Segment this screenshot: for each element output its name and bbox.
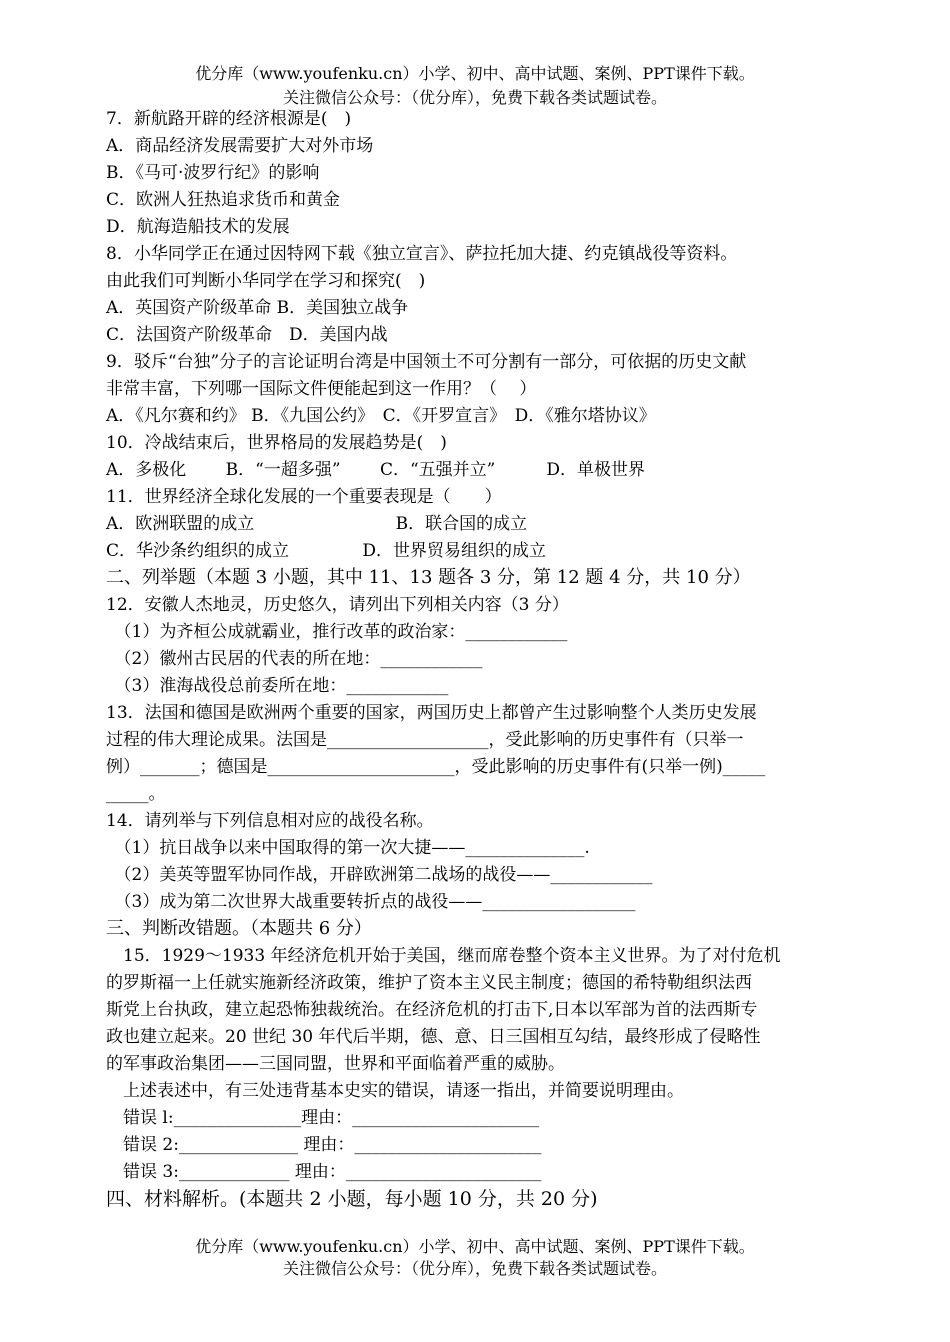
- question-11: 11．世界经济全球化发展的一个重要表现是（ ）: [106, 487, 502, 507]
- q12-item-2: （2）徽州古民居的代表的所在地：____________: [106, 649, 483, 669]
- page-footer-line1: 优分库（www.youfenku.cn）小学、初中、高中试题、案例、PPT课件下载。: [195, 1237, 755, 1256]
- q8-options-ab: A．英国资产阶级革命 B．美国独立战争: [106, 298, 409, 318]
- q12-item-3: （3）淮海战役总前委所在地：____________: [106, 676, 449, 696]
- page-header-line2: 关注微信公众号：（优分库），免费下载各类试题试卷。: [282, 88, 667, 107]
- q14-item-1: （1）抗日战争以来中国取得的第一次大捷——______________.: [106, 838, 590, 858]
- question-13-line4: _____。: [106, 784, 166, 804]
- page-header-line1: 优分库（www.youfenku.cn）小学、初中、高中试题、案例、PPT课件下载。: [195, 64, 755, 83]
- page-footer-line2: 关注微信公众号：（优分库），免费下载各类试题试卷。: [282, 1259, 667, 1278]
- question-9-line2: 非常丰富，下列哪一国际文件便能起到这一作用？（ ）: [106, 379, 537, 399]
- question-9-line1: 9．驳斥“台独”分子的言论证明台湾是中国领土不可分割有一部分，可依据的历史文献: [106, 352, 747, 372]
- question-10: 10．冷战结束后，世界格局的发展趋势是( ): [106, 433, 447, 453]
- q7-option-b: B．《马可·波罗行纪》的影响: [106, 163, 320, 183]
- question-7: 7．新航路开辟的经济根源是( ): [106, 109, 352, 129]
- error-3-line: 错误 3:_____________ 理由：_______________________: [106, 1162, 542, 1182]
- error-1-line: 错误 l:_______________理由：______________________: [106, 1108, 540, 1128]
- q11-options-cd: C．华沙条约组织的成立 D．世界贸易组织的成立: [106, 541, 547, 561]
- q10-options: A．多极化 B．“一超多强” C．“五强并立” D．单极世界: [106, 460, 645, 480]
- section-2-heading: 二、列举题（本题 3 小题，其中 11、13 题各 3 分，第 12 题 4 分，共 10 分）: [106, 567, 751, 588]
- q8-options-cd: C．法国资产阶级革命 D．美国内战: [106, 325, 388, 345]
- question-15-line4: 政也建立起来。20 世纪 30 年代后半期，德、意、日三国相互勾结，最终形成了侵略性: [106, 1027, 761, 1047]
- question-13-line2: 过程的伟大理论成果。法国是___________________，受此影响的历史事件有（只举一: [106, 730, 744, 750]
- question-12: 12．安徽人杰地灵，历史悠久，请列出下列相关内容（3 分）: [106, 595, 569, 615]
- question-15-line5: 的军事政治集团——三国同盟，世界和平面临着严重的威胁。: [106, 1054, 565, 1074]
- q7-option-c: C．欧洲人狂热追求货币和黄金: [106, 190, 341, 210]
- question-15-line2: 的罗斯福一上任就实施新经济政策，维护了资本主义民主制度；德国的希特勒组织法西: [106, 973, 752, 993]
- question-13-line1: 13．法国和德国是欧洲两个重要的国家，两国历史上都曾产生过影响整个人类历史发展: [106, 703, 757, 723]
- q11-options-ab: A．欧洲联盟的成立 B．联合国的成立: [106, 514, 528, 534]
- question-14: 14．请列举与下列信息相对应的战役名称。: [106, 811, 434, 831]
- question-13-line3: 例）_______；德国是______________________，受此影响的历史事件有(只举一例)_____: [106, 757, 766, 777]
- q7-option-d: D．航海造船技术的发展: [106, 217, 290, 237]
- section-3-heading: 三、判断改错题。（本题共 6 分）: [106, 918, 372, 939]
- q12-item-1: （1）为齐桓公成就霸业，推行改革的政治家：____________: [106, 622, 568, 642]
- section-4-heading: 四、材料解析。(本题共 2 小题，每小题 10 分，共 20 分): [106, 1188, 598, 1210]
- question-15-line1: 15．1929～1933 年经济危机开始于美国，继而席卷整个资本主义世界。为了对付危机: [106, 946, 781, 966]
- question-15-instruction: 上述表述中，有三处违背基本史实的错误，请逐一指出，并简要说明理由。: [106, 1081, 684, 1101]
- error-2-line: 错误 2:______________ 理由：______________________: [106, 1135, 542, 1155]
- q14-item-3: （3）成为第二次世界大战重要转折点的战役——__________________: [106, 892, 636, 912]
- q9-options: A．《凡尔赛和约》 B．《九国公约》 C．《开罗宣言》 D．《雅尔塔协议》: [106, 406, 656, 426]
- q14-item-2: （2）美英等盟军协同作战，开辟欧洲第二战场的战役——____________: [106, 865, 653, 885]
- question-8-line1: 8．小华同学正在通过因特网下载《独立宣言》、萨拉托加大捷、约克镇战役等资料。: [106, 244, 738, 264]
- q7-option-a: A．商品经济发展需要扩大对外市场: [106, 136, 374, 156]
- question-15-line3: 斯党上台执政，建立起恐怖独裁统治。在经济危机的打击下,日本以军部为首的法西斯专: [106, 1000, 758, 1020]
- question-8-line2: 由此我们可判断小华同学在学习和探究( ): [106, 271, 426, 291]
